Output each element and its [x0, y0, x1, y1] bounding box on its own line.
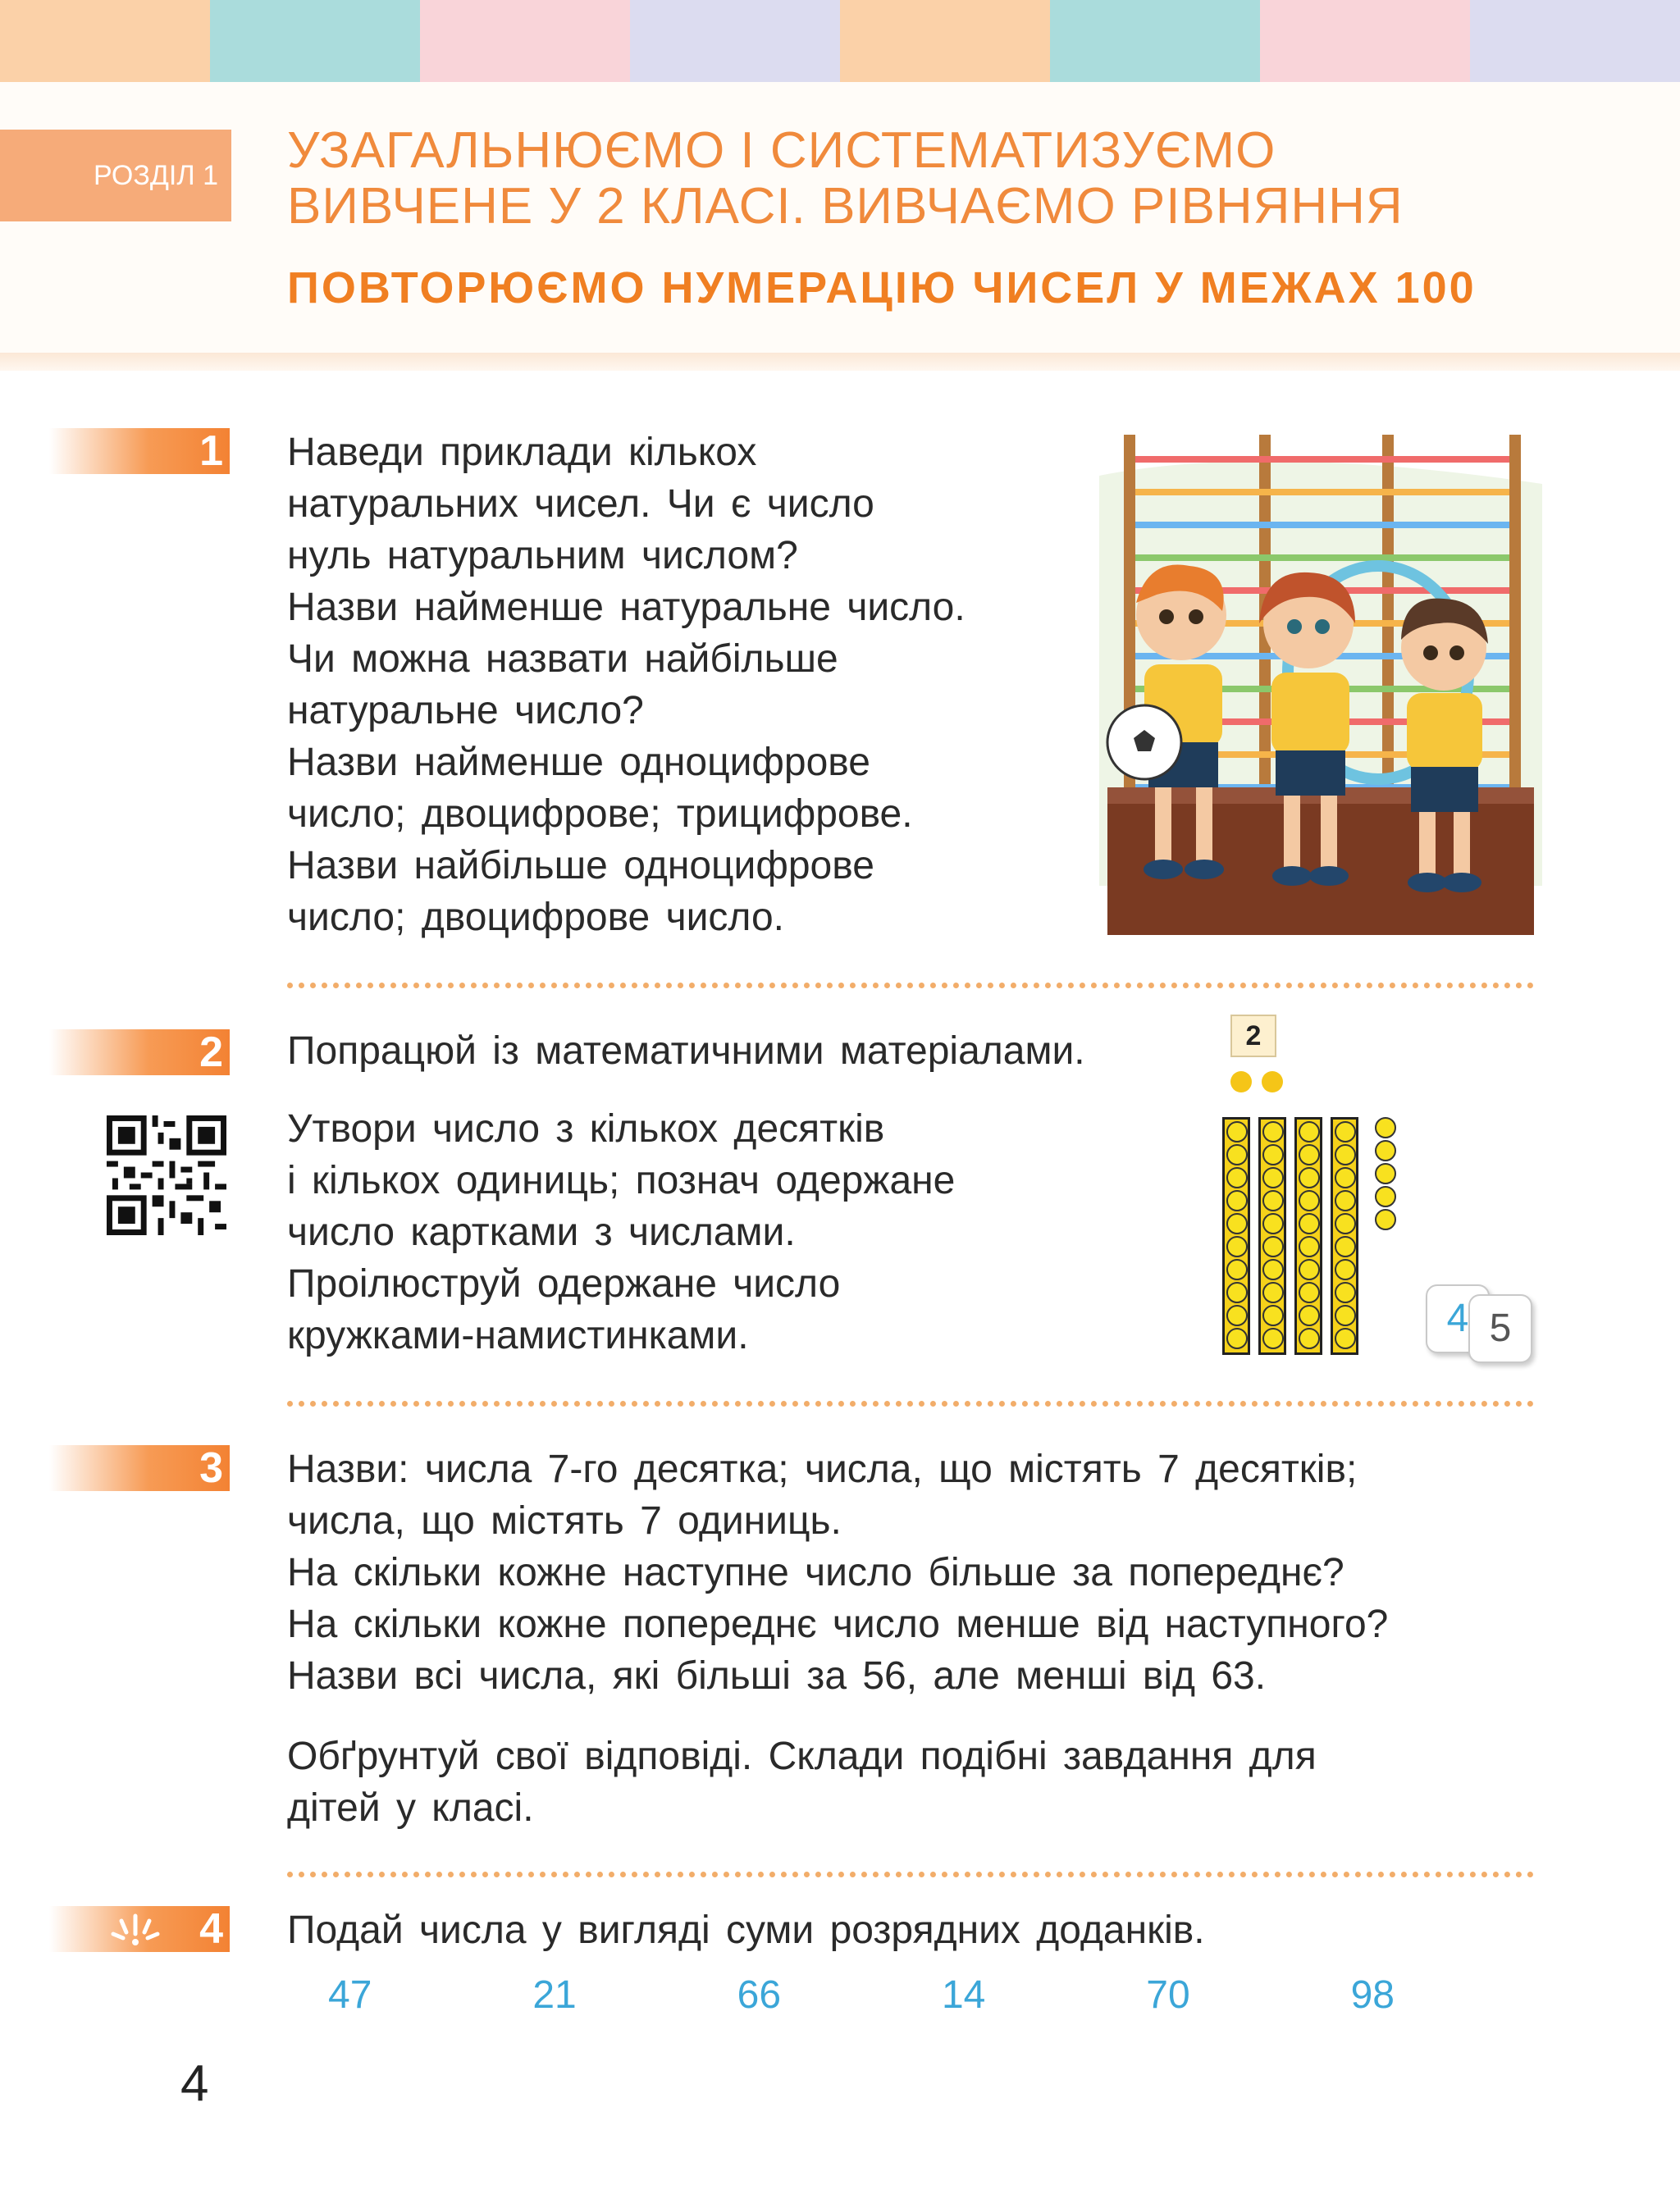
number-value: 66	[737, 1973, 782, 2017]
bead	[1262, 1328, 1284, 1349]
bead	[1299, 1259, 1320, 1280]
color-stripe	[1260, 0, 1470, 82]
color-stripe	[840, 0, 1050, 82]
section-label: РОЗДІЛ 1	[0, 130, 231, 221]
text-line: і кількох одиниць; познач одержане	[287, 1159, 956, 1202]
text-line: Назви найменше одноцифрове	[287, 741, 870, 784]
bead	[1262, 1282, 1284, 1303]
text-line: На скільки кожне наступне число більше за попереднє?	[287, 1551, 1344, 1594]
text-line: кружками-намистинками.	[287, 1314, 749, 1357]
top-color-bar	[0, 0, 1680, 82]
dotted-divider	[287, 983, 1534, 988]
page-number: 4	[180, 2055, 209, 2112]
bead	[1226, 1190, 1248, 1211]
text-line: Назви найменше натуральне число.	[287, 586, 966, 629]
bead	[1335, 1328, 1356, 1349]
bead	[1262, 1121, 1284, 1142]
bead	[1375, 1186, 1396, 1207]
bead	[1262, 1167, 1284, 1188]
text-line: Утвори число з кількох десятків	[287, 1107, 885, 1151]
task2-text	[287, 1103, 1091, 1361]
dotted-divider	[287, 1872, 1534, 1877]
bead	[1262, 1190, 1284, 1211]
task2-intro: Попрацюй із математичними матеріалами.	[287, 1029, 1085, 1073]
color-stripe	[0, 0, 210, 82]
bead	[1335, 1121, 1356, 1142]
color-stripe	[1470, 0, 1680, 82]
text-line: число; двоцифрове; трицифрове.	[287, 792, 913, 836]
children-gym-illustration	[1099, 426, 1542, 935]
chapter-title-line: УЗАГАЛЬНЮЄМО І СИСТЕМАТИЗУЄМО	[287, 122, 1276, 179]
bead	[1299, 1167, 1320, 1188]
bead	[1375, 1163, 1396, 1184]
bead	[1335, 1236, 1356, 1257]
bead	[1226, 1144, 1248, 1165]
text-line: число картками з числами.	[287, 1211, 796, 1254]
color-stripe	[1050, 0, 1260, 82]
bead	[1299, 1282, 1320, 1303]
bead-model	[1222, 1117, 1419, 1363]
bead	[1226, 1259, 1248, 1280]
bead	[1335, 1190, 1356, 1211]
bead	[1375, 1209, 1396, 1230]
task-number: 2	[49, 1029, 230, 1075]
bead	[1262, 1071, 1283, 1092]
text-line: На скільки кожне попереднє число менше від наступного?	[287, 1603, 1389, 1646]
dotted-divider	[287, 1401, 1534, 1407]
number-card-back: 4	[1426, 1284, 1490, 1353]
bead-rod-ten	[1222, 1117, 1250, 1355]
bead-rod-ten	[1294, 1117, 1322, 1355]
chapter-title	[287, 123, 1600, 235]
task3-text	[287, 1444, 1542, 1702]
number-value: 21	[532, 1973, 577, 2017]
text-line: Наведи приклади кількох	[287, 431, 757, 474]
qr-code-icon[interactable]	[107, 1115, 226, 1235]
number-card-front: 5	[1468, 1294, 1532, 1363]
bead	[1226, 1282, 1248, 1303]
bead	[1299, 1328, 1320, 1349]
bead	[1226, 1167, 1248, 1188]
task-number: 1	[49, 428, 230, 474]
number-value: 98	[1350, 1973, 1395, 2017]
topic-title: ПОВТОРЮЄМО НУМЕРАЦІЮ ЧИСЕЛ У МЕЖАХ 100	[287, 263, 1477, 312]
text-line: числа, що містять 7 одиниць.	[287, 1499, 842, 1543]
bead	[1299, 1190, 1320, 1211]
text-line: дітей у класі.	[287, 1786, 534, 1830]
task3-extra-text	[287, 1731, 1542, 1834]
bead	[1262, 1144, 1284, 1165]
task-number	[49, 1906, 230, 1952]
bead	[1262, 1236, 1284, 1257]
text-line: Назви: числа 7-го десятка; числа, що містять 7 десятків;	[287, 1448, 1358, 1491]
number-value: 70	[1146, 1973, 1190, 2017]
bead	[1375, 1140, 1396, 1161]
bead	[1335, 1213, 1356, 1234]
bead	[1226, 1328, 1248, 1349]
text-line: Назви всі числа, які більші за 56, але менші від 63.	[287, 1654, 1267, 1698]
bead	[1262, 1213, 1284, 1234]
task-number: 3	[49, 1445, 230, 1491]
bead	[1226, 1305, 1248, 1326]
bead	[1299, 1213, 1320, 1234]
bead	[1226, 1121, 1248, 1142]
text-line: Назви найбільше одноцифрове	[287, 844, 874, 887]
number-value: 47	[328, 1973, 372, 2017]
bead	[1226, 1213, 1248, 1234]
chapter-title-line: ВИВЧЕНЕ У 2 КЛАСІ. ВИВЧАЄМО РІВНЯННЯ	[287, 178, 1404, 235]
bead	[1299, 1144, 1320, 1165]
text-line: Чи можна назвати найбільше	[287, 637, 838, 681]
bead	[1335, 1144, 1356, 1165]
number-value: 14	[941, 1973, 986, 2017]
bead	[1375, 1117, 1396, 1138]
text-line: Обґрунтуй свої відповіді. Склади подібні завдання для	[287, 1735, 1317, 1778]
task4-text: Подай числа у вигляді суми розрядних доданків.	[287, 1909, 1205, 1952]
color-stripe	[420, 0, 630, 82]
mini-number-card: 2	[1230, 1015, 1276, 1057]
bead	[1335, 1259, 1356, 1280]
task1-text	[287, 426, 1075, 943]
text-line: натуральних чисел. Чи є число	[287, 482, 874, 526]
bead	[1299, 1121, 1320, 1142]
text-line: Проілюструй одержане число	[287, 1262, 841, 1306]
text-line: натуральне число?	[287, 689, 644, 732]
bead	[1299, 1305, 1320, 1326]
color-stripe	[210, 0, 420, 82]
bead	[1230, 1071, 1252, 1092]
bead	[1299, 1236, 1320, 1257]
bead	[1262, 1259, 1284, 1280]
bead-rod-ten	[1331, 1117, 1358, 1355]
text-line: число; двоцифрове число.	[287, 896, 784, 939]
task-number-label: 4	[199, 1905, 223, 1953]
numbers-row	[328, 1973, 1395, 2018]
bead-rod-ten	[1258, 1117, 1286, 1355]
exclamation-burst-icon	[107, 1911, 164, 1949]
bead	[1335, 1167, 1356, 1188]
bead	[1226, 1236, 1248, 1257]
header-divider	[0, 353, 1680, 371]
bead	[1262, 1305, 1284, 1326]
bead	[1335, 1282, 1356, 1303]
text-line: нуль натуральним числом?	[287, 534, 798, 577]
bead	[1335, 1305, 1356, 1326]
color-stripe	[630, 0, 840, 82]
